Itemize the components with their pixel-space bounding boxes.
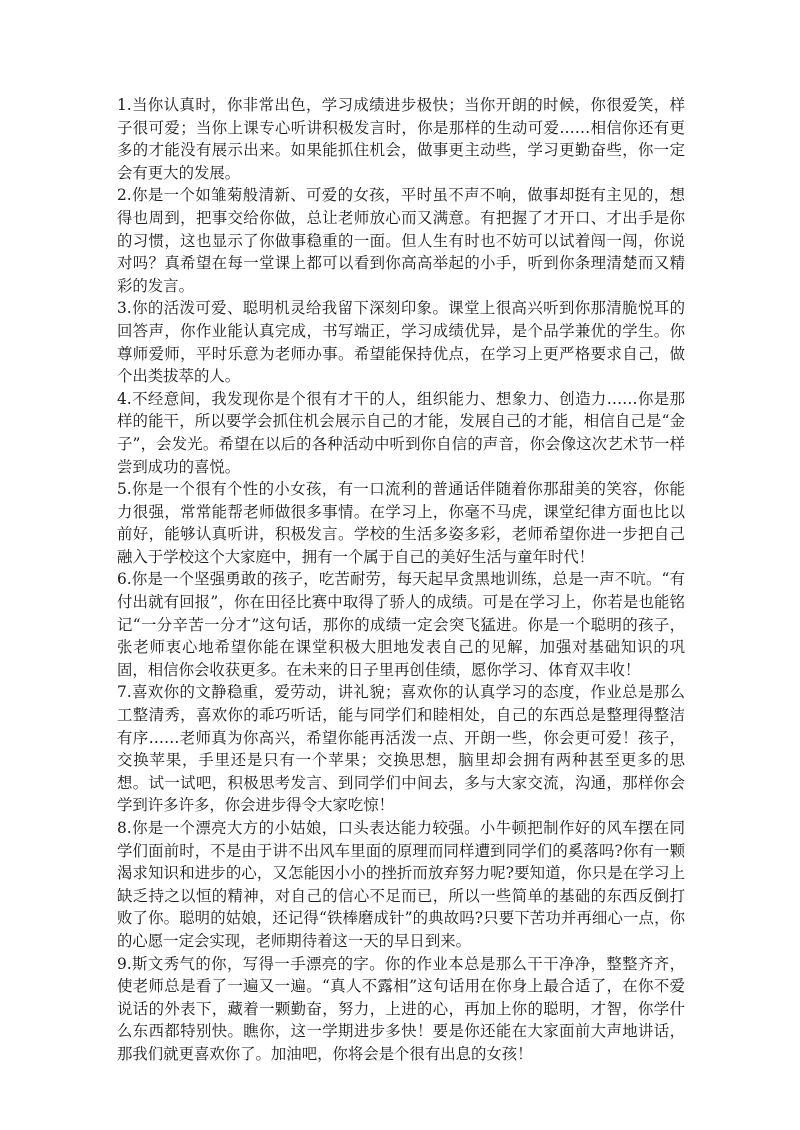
comment-paragraph-2: 2.你是一个如雏菊般清新、可爱的女孩，平时虽不声不响，做事却挺有主见的，想得也周到，把事交给你做，总让老师放心而又满意。有把握了才开口、才出手是你的习惯，这也显示了你做事稳重的一面。但人生有时也不妨可以试着闯一闯，你说对吗？真希望在每一堂课上都可以看到你高高举起的小手，听到你条理清楚而又精彩的发言。	[117, 186, 685, 295]
comment-paragraph-6: 6.你是一个坚强勇敢的孩子，吃苦耐劳，每天起早贪黑地训练，总是一声不吭。“有付出就有回报”，你在田径比赛中取得了骄人的成绩。可是在学习上，你若是也能铭记“一分辛苦一分才”这句话，那你的成绩一定会突飞猛进。你是一个聪明的孩子，张老师衷心地希望你能在课堂积极大胆地发表自己的见解，加强对基础知识的巩固，相信你会收获更多。在未来的日子里再创佳绩，愿你学习、体育双丰收！	[117, 570, 685, 679]
comment-paragraph-1: 1.当你认真时，你非常出色，学习成绩进步极快；当你开朗的时候，你很爱笑，样子很可爱；当你上课专心听讲积极发言时，你是那样的生动可爱……相信你还有更多的才能没有展示出来。如果能抓住机会，做事更主动些，学习更勤奋些，你一定会有更大的发展。	[117, 96, 685, 182]
comment-paragraph-9: 9.斯文秀气的你，写得一手漂亮的字。你的作业本总是那么干干净净，整整齐齐，使老师总是看了一遍又一遍。“真人不露相”这句话用在你身上最合适了，在你不爱说话的外表下，藏着一颗勤奋，努力，上进的心，再加上你的聪明，才智，你学什么东西都特别快。瞧你，这一学期进步多快！要是你还能在大家面前大声地讲话，那我们就更喜欢你了。加油吧，你将会是个很有出息的女孩！	[117, 954, 685, 1063]
document-body	[117, 94, 685, 1066]
comment-paragraph-5: 5.你是一个很有个性的小女孩，有一口流利的普通话伴随着你那甜美的笑容，你能力很强，常常能帮老师做很多事情。在学习上，你毫不马虎，课堂纪律方面也比以前好，能够认真听讲，积极发言。学校的生活多姿多彩，老师希望你进一步把自己融入于学校这个大家庭中，拥有一个属于自己的美好生活与童年时代！	[117, 480, 685, 566]
comment-paragraph-4: 4.不经意间，我发现你是个很有才干的人，组织能力、想象力、创造力……你是那样的能干，所以要学会抓住机会展示自己的才能，发展自己的才能，相信自己是“金子”，会发光。希望在以后的各种活动中听到你自信的声音，你会像这次艺术节一样尝到成功的喜悦。	[117, 389, 685, 476]
comment-paragraph-8: 8.你是一个漂亮大方的小姑娘，口头表达能力较强。小牛顿把制作好的风车摆在同学们面前时，不是由于讲不出风车里面的原理而同样遭到同学们的奚落吗?你有一颗渴求知识和进步的心，又怎能因小小的挫折而放弃努力呢?要知道，你只是在学习上缺乏持之以恒的精神，对自己的信心不足而已，所以一些简单的基础的东西反倒打败了你。聪明的姑娘，还记得“铁棒磨成针”的典故吗?只要下苦功并再细心一点，你的心愿一定会实现，老师期待着这一天的早日到来。	[117, 819, 685, 950]
comment-paragraph-7: 7.喜欢你的文静稳重，爱劳动，讲礼貌；喜欢你的认真学习的态度，作业总是那么工整清秀，喜欢你的乖巧听话，能与同学们和睦相处，自己的东西总是整理得整洁有序……老师真为你高兴，希望你能再活泼一点、开朗一些，你会更可爱！孩子，交换苹果，手里还是只有一个苹果；交换思想，脑里却会拥有两种甚至更多的思想。试一试吧，积极思考发言、到同学们中间去，多与大家交流，沟通，那样你会学到许多许多，你会进步得令大家吃惊！	[117, 683, 685, 815]
comment-paragraph-3: 3.你的活泼可爱、聪明机灵给我留下深刻印象。课堂上很高兴听到你那清脆悦耳的回答声，你作业能认真完成，书写端正，学习成绩优异，是个品学兼优的学生。你尊师爱师，平时乐意为老师办事。希望能保持优点，在学习上更严格要求自己，做个出类拔萃的人。	[117, 299, 685, 386]
